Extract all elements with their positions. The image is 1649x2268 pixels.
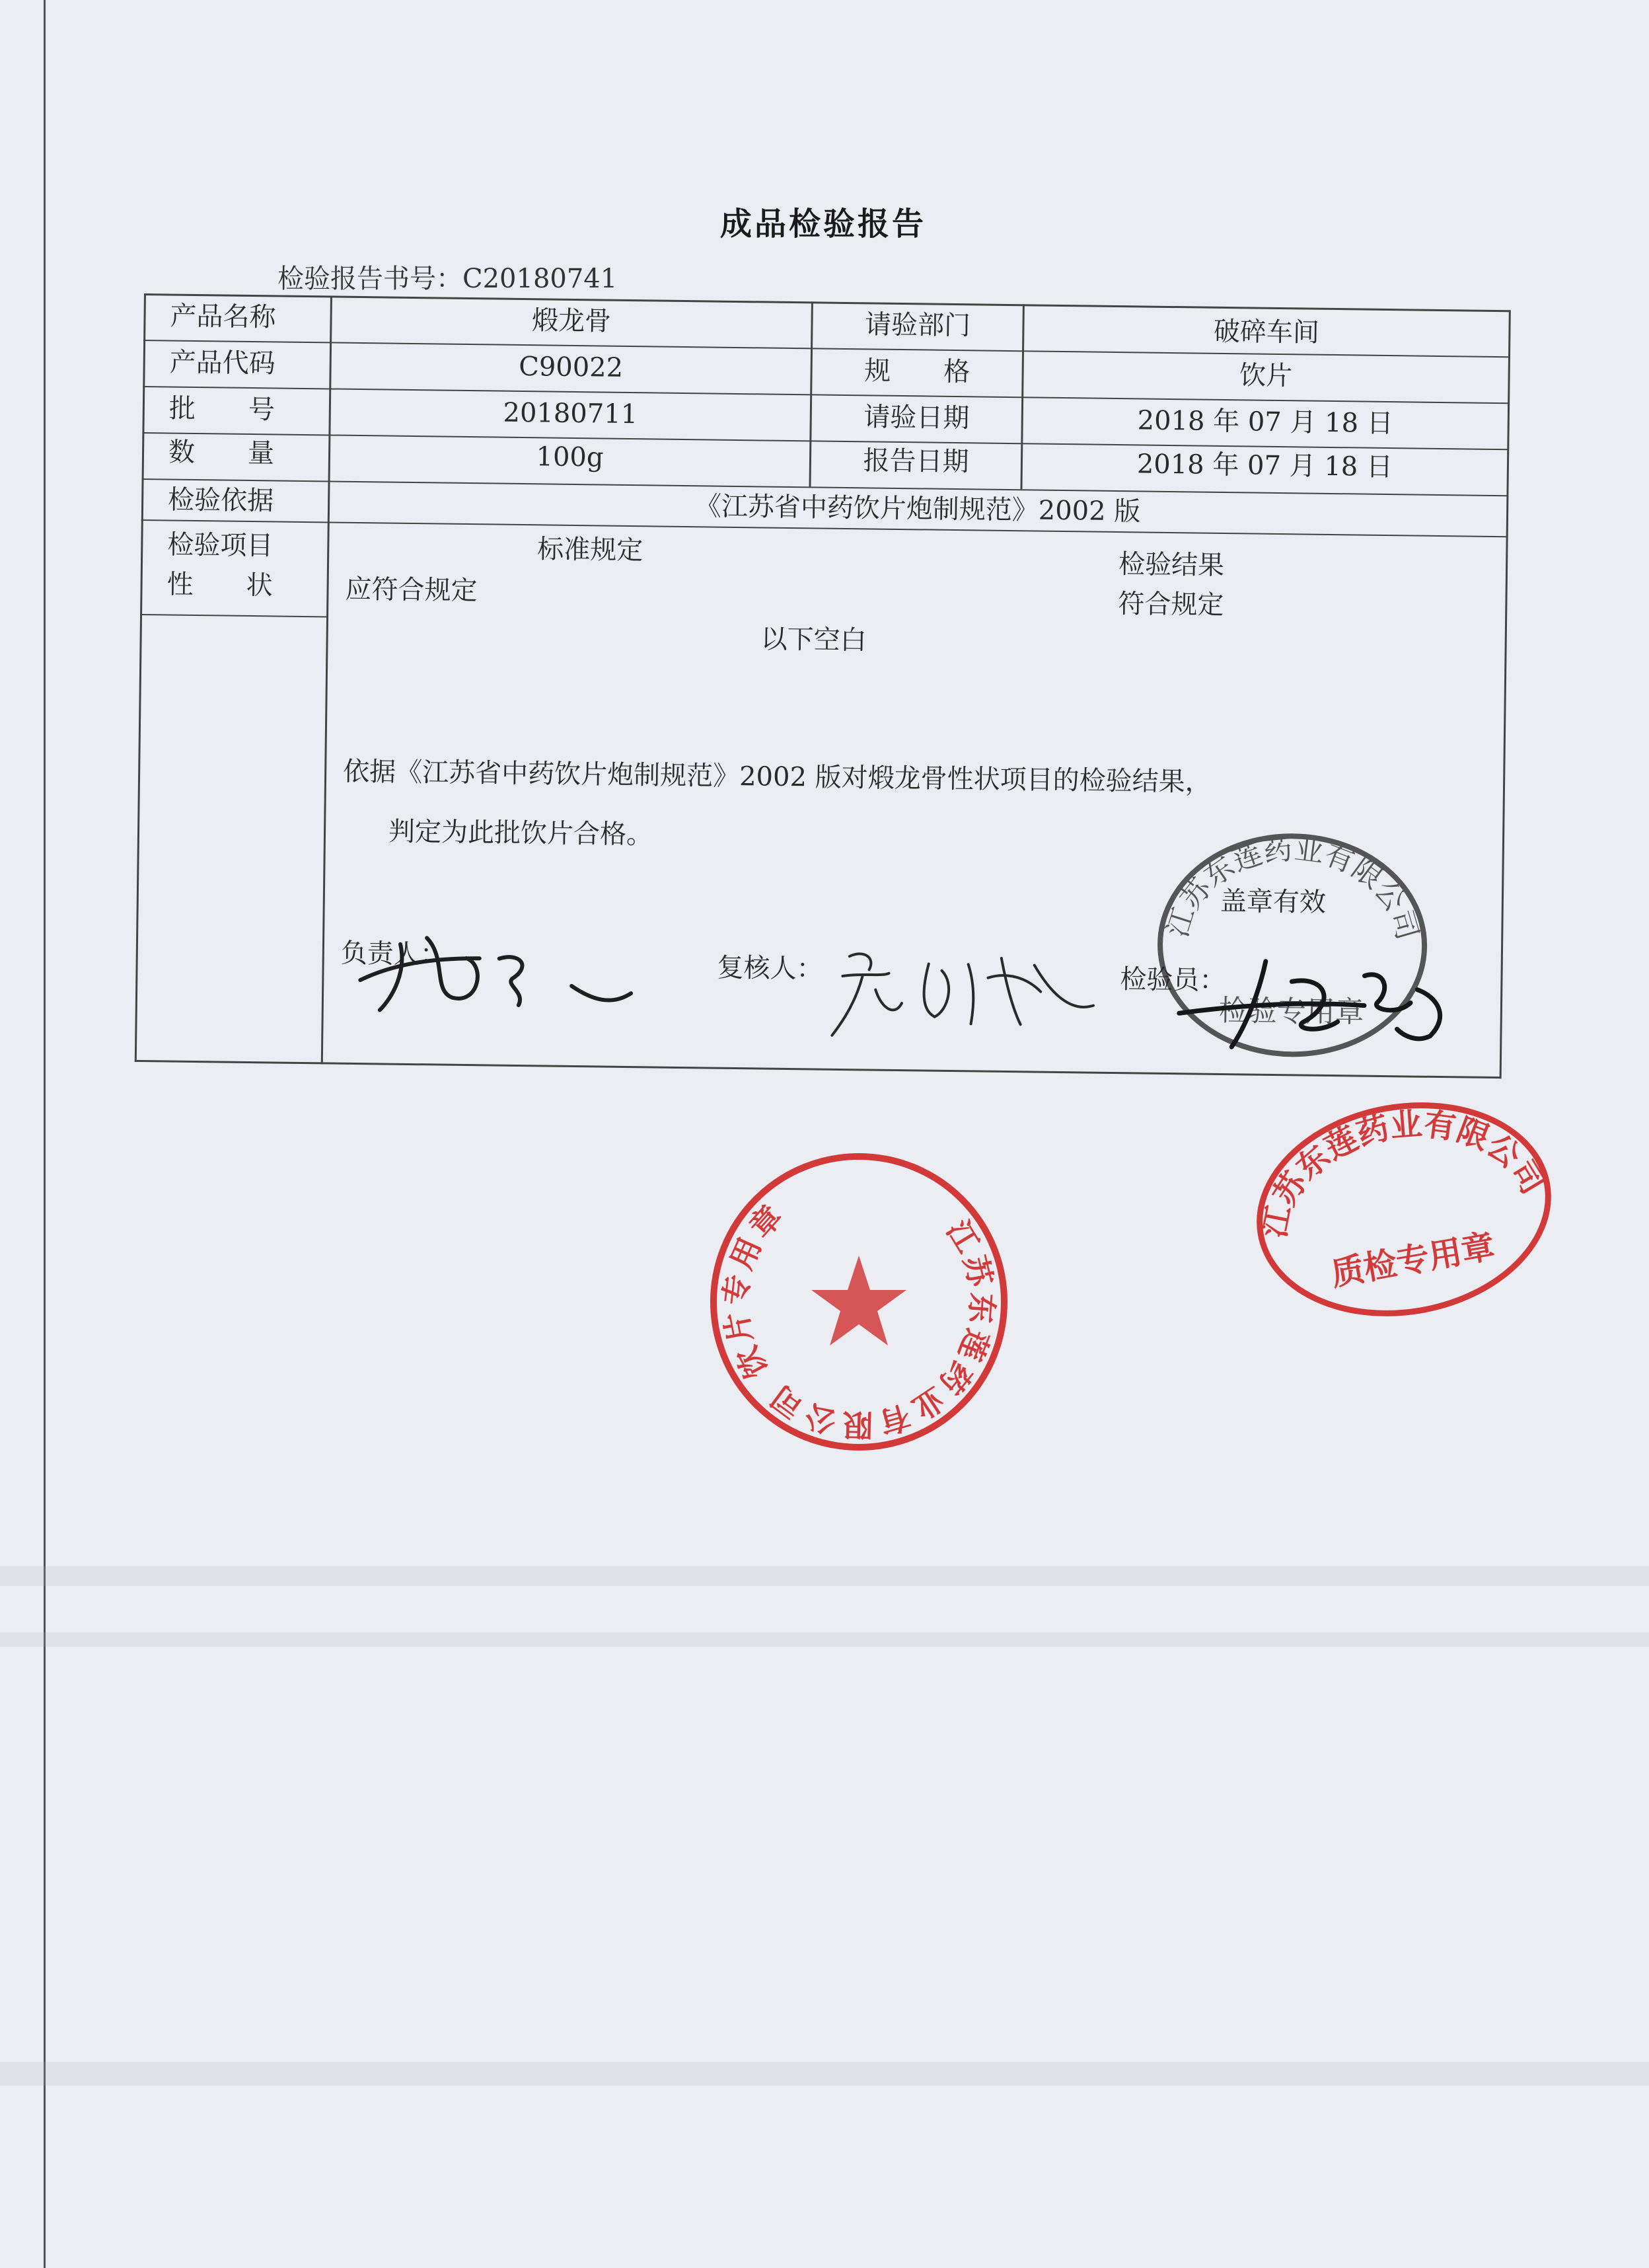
value-report-date: 2018 年 07 月 18 日 bbox=[1136, 449, 1393, 483]
value-department: 破碎车间 bbox=[1213, 316, 1320, 348]
svg-text:江苏东莲药业有限公司 bbox=[1249, 1097, 1554, 1247]
label-department: 请验部门 bbox=[864, 309, 971, 342]
value-batch-no: 20180711 bbox=[503, 397, 638, 430]
qc-seal-sub: 质检专用章 bbox=[1328, 1227, 1498, 1294]
table-border-bottom bbox=[135, 1060, 1501, 1078]
label-character: 性 状 bbox=[166, 569, 273, 601]
label-request-date: 请验日期 bbox=[863, 402, 970, 434]
character-standard: 应符合规定 bbox=[345, 574, 478, 607]
scan-artifact-band bbox=[0, 2062, 1649, 2086]
result-header: 检验结果 bbox=[1118, 549, 1225, 582]
value-request-date: 2018 年 07 月 18 日 bbox=[1137, 405, 1394, 439]
value-spec: 饮片 bbox=[1239, 360, 1293, 392]
row-divider bbox=[140, 614, 328, 617]
report-number-label: 检验报告书号： bbox=[277, 264, 462, 294]
blank-note: 以下空白 bbox=[760, 624, 867, 656]
responsible-signature bbox=[353, 917, 639, 1020]
scan-artifact-band bbox=[0, 1632, 1649, 1647]
value-product-code: C90022 bbox=[518, 351, 624, 383]
gray-seal-sub: 检验专用章 bbox=[1218, 993, 1365, 1030]
scan-artifact-band bbox=[0, 1566, 1649, 1586]
report-number bbox=[277, 258, 617, 295]
reviewer-signature bbox=[822, 936, 1101, 1045]
stamp-valid-note: 盖章有效 bbox=[1220, 886, 1327, 918]
character-result: 符合规定 bbox=[1118, 589, 1224, 621]
inspector-label: 检验员： bbox=[1120, 964, 1226, 997]
value-basis: 《江苏省中药饮片炮制规范》2002 版 bbox=[694, 491, 1141, 527]
label-batch-no: 批 号 bbox=[168, 393, 275, 426]
gray-seal-company: 江苏东莲药业有限公司 bbox=[1160, 832, 1424, 944]
round-seal-text: 江苏东莲药业有限公司 饮片专用章 bbox=[717, 1195, 1001, 1443]
standard-header: 标准规定 bbox=[537, 534, 643, 566]
label-product-code: 产品代码 bbox=[169, 347, 275, 379]
scan-edge-line bbox=[44, 0, 46, 2268]
label-items: 检验项目 bbox=[167, 529, 274, 562]
round-seal-red bbox=[700, 1143, 1017, 1460]
qc-seal-red bbox=[1249, 1097, 1559, 1322]
value-quantity: 100g bbox=[536, 441, 604, 473]
label-report-date: 报告日期 bbox=[863, 445, 969, 478]
label-quantity: 数 量 bbox=[168, 437, 275, 469]
responsible-label: 负责人： bbox=[340, 938, 447, 970]
reviewer-label: 复核人： bbox=[717, 952, 823, 985]
conclusion-line-2: 判定为此批饮片合格。 bbox=[388, 816, 653, 850]
value-product-name: 煅龙骨 bbox=[531, 305, 612, 337]
label-product-name: 产品名称 bbox=[170, 301, 276, 333]
report-number-value: C20180741 bbox=[462, 264, 618, 294]
conclusion-line-1: 依据《江苏省中药饮片炮制规范》2002 版对煅龙骨性状项目的检验结果， bbox=[342, 756, 1212, 798]
label-basis: 检验依据 bbox=[167, 484, 274, 517]
star-icon bbox=[811, 1256, 906, 1345]
label-spec: 规 格 bbox=[863, 356, 971, 388]
document-title: 成品检验报告 bbox=[720, 206, 927, 243]
table-border-left bbox=[135, 293, 146, 1062]
inspector-signature bbox=[1165, 940, 1471, 1057]
qc-seal-company: 江苏东莲药业有限公司 bbox=[1255, 1105, 1552, 1241]
inspection-table bbox=[135, 293, 1512, 1080]
